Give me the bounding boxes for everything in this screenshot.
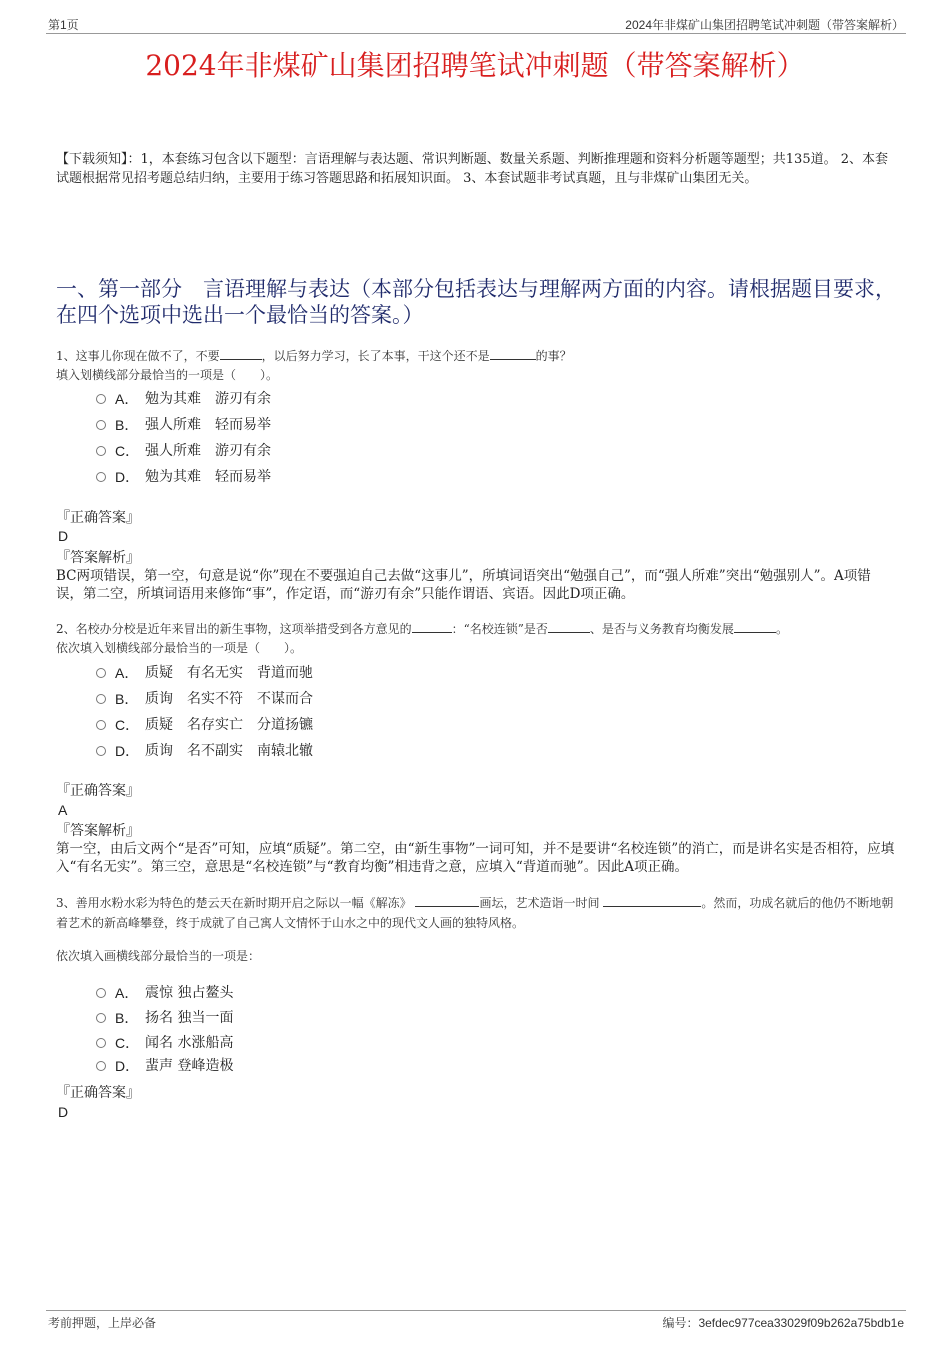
fill-blank — [603, 894, 701, 907]
header-divider — [46, 33, 906, 34]
stem-text: 。 — [775, 622, 788, 636]
stem-text: 、是否与义务教育均衡发展 — [589, 622, 734, 636]
question-3-stem — [56, 893, 896, 933]
q2-explanation-label: 『答案解析』 — [56, 823, 140, 839]
page-number: 第1页 — [48, 18, 79, 32]
q2-option-a[interactable]: A． 质疑 有名无实 背道而驰 — [96, 663, 313, 683]
q1-explanation: BC两项错误，第一空，句意是说“你”现在不要强迫自己去做“这事儿”，所填词语突出“勉强自己”，而“强人所难”突出“勉强别人”。A项错误，第二空，所填词语用来修饰“事”，作定语，而“游刃有余”只能作谓语、宾语。因此D项正确。 — [56, 568, 871, 602]
footer-slogan: 考前押题，上岸必备 — [48, 1316, 157, 1330]
radio-icon[interactable] — [96, 746, 106, 756]
radio-icon[interactable] — [96, 720, 106, 730]
stem-text: ：“名校连锁”是否 — [451, 622, 548, 636]
fill-blank — [220, 347, 262, 360]
radio-icon[interactable] — [96, 988, 106, 998]
fill-blank — [548, 620, 590, 633]
q2-answer: A — [58, 802, 68, 818]
stem-text: ，以后努力学习，长了本事，干这个还不是 — [261, 349, 490, 363]
q2-answer-label: 『正确答案』 — [56, 783, 140, 799]
q1-option-b[interactable]: B． 强人所难 轻而易举 — [96, 415, 271, 435]
stem-text: 。然而，功成名就后的他仍不断地朝着艺术的新高峰攀登，终于成就了自己寓人文情怀于山水之中的现代文人画的独特风格。 — [56, 896, 894, 930]
q3-option-d[interactable]: D． 蜚声 登峰造极 — [96, 1056, 233, 1076]
stem-text: 1、这事儿你现在做不了，不要 — [56, 349, 220, 363]
radio-icon[interactable] — [96, 1013, 106, 1023]
section-heading: 一、第一部分 言语理解与表达（本部分包括表达与理解两方面的内容。请根据题目要求，在四个选项中选出一个最恰当的答案。） — [56, 277, 896, 327]
q3-answer: D — [58, 1104, 69, 1120]
question-3-prompt: 依次填入画横线部分最恰当的一项是： — [56, 949, 261, 963]
question-2-stem — [56, 620, 896, 639]
code-value: 3efdec977cea33029f09b262a75bdb1e — [698, 1316, 904, 1330]
q2-option-d[interactable]: D． 质询 名不副实 南辕北辙 — [96, 741, 313, 761]
question-1-stem — [56, 347, 896, 366]
q2-option-b[interactable]: B． 质询 名实不符 不谋而合 — [96, 689, 313, 709]
question-1-prompt: 填入划横线部分最恰当的一项是（ ）。 — [56, 368, 279, 382]
stem-text: 3、善用水粉水彩为特色的楚云天在新时期开启之际以一幅《解冻》 — [56, 896, 412, 910]
q3-answer-label: 『正确答案』 — [56, 1085, 140, 1101]
fill-blank — [734, 620, 776, 633]
fill-blank — [412, 620, 452, 633]
q1-answer-label: 『正确答案』 — [56, 510, 140, 526]
document-title: 2024年非煤矿山集团招聘笔试冲刺题（带答案解析） — [145, 49, 805, 82]
q3-option-c[interactable]: C． 闻名 水涨船高 — [96, 1033, 233, 1053]
q2-option-c[interactable]: C． 质疑 名存实亡 分道扬镳 — [96, 715, 313, 735]
q1-option-a[interactable]: A． 勉为其难 游刃有余 — [96, 389, 271, 409]
radio-icon[interactable] — [96, 472, 106, 482]
q1-answer: D — [58, 528, 69, 544]
stem-text: 2、名校办分校是近年来冒出的新生事物，这项举措受到各方意见的 — [56, 622, 412, 636]
radio-icon[interactable] — [96, 420, 106, 430]
fill-blank — [490, 347, 536, 360]
radio-icon[interactable] — [96, 1038, 106, 1048]
radio-icon[interactable] — [96, 668, 106, 678]
radio-icon[interactable] — [96, 694, 106, 704]
radio-icon[interactable] — [96, 394, 106, 404]
stem-text: 画坛，艺术造诣一时间 — [479, 896, 600, 910]
radio-icon[interactable] — [96, 446, 106, 456]
radio-icon[interactable] — [96, 1061, 106, 1071]
code-label: 编号： — [662, 1316, 699, 1330]
q1-explanation-label: 『答案解析』 — [56, 550, 140, 566]
q1-option-c[interactable]: C． 强人所难 游刃有余 — [96, 441, 271, 461]
stem-text: 的事？ — [535, 349, 572, 363]
download-notice: 【下载须知】：1，本套练习包含以下题型：言语理解与表达题、常识判断题、数量关系题、判断推理题和资料分析题等题型；共135道。 2、本套试题根据常见招考题总结归纳，主要用于练习答题思路和拓展知识面。 3、本套试题非考试真题，且与非煤矿山集团无关。 — [56, 152, 888, 186]
document-code — [662, 1314, 904, 1331]
running-header-title: 2024年非煤矿山集团招聘笔试冲刺题（带答案解析） — [625, 18, 904, 32]
q3-option-a[interactable]: A． 震惊 独占鳌头 — [96, 983, 233, 1003]
footer-divider — [46, 1310, 906, 1311]
question-2-prompt: 依次填入划横线部分最恰当的一项是（ ）。 — [56, 641, 303, 655]
fill-blank — [415, 894, 479, 907]
q3-option-b[interactable]: B． 扬名 独当一面 — [96, 1008, 233, 1028]
q1-option-d[interactable]: D． 勉为其难 轻而易举 — [96, 467, 271, 487]
q2-explanation: 第一空，由后文两个“是否”可知，应填“质疑”。第二空，由“新生事物”一词可知，并不是要讲“名校连锁”的消亡，而是讲名实是否相符，应填入“有名无实”。第三空，意思是“名校连锁”与“教育均衡”相违背之意，应填入“背道而驰”。因此A项正确。 — [56, 841, 895, 875]
